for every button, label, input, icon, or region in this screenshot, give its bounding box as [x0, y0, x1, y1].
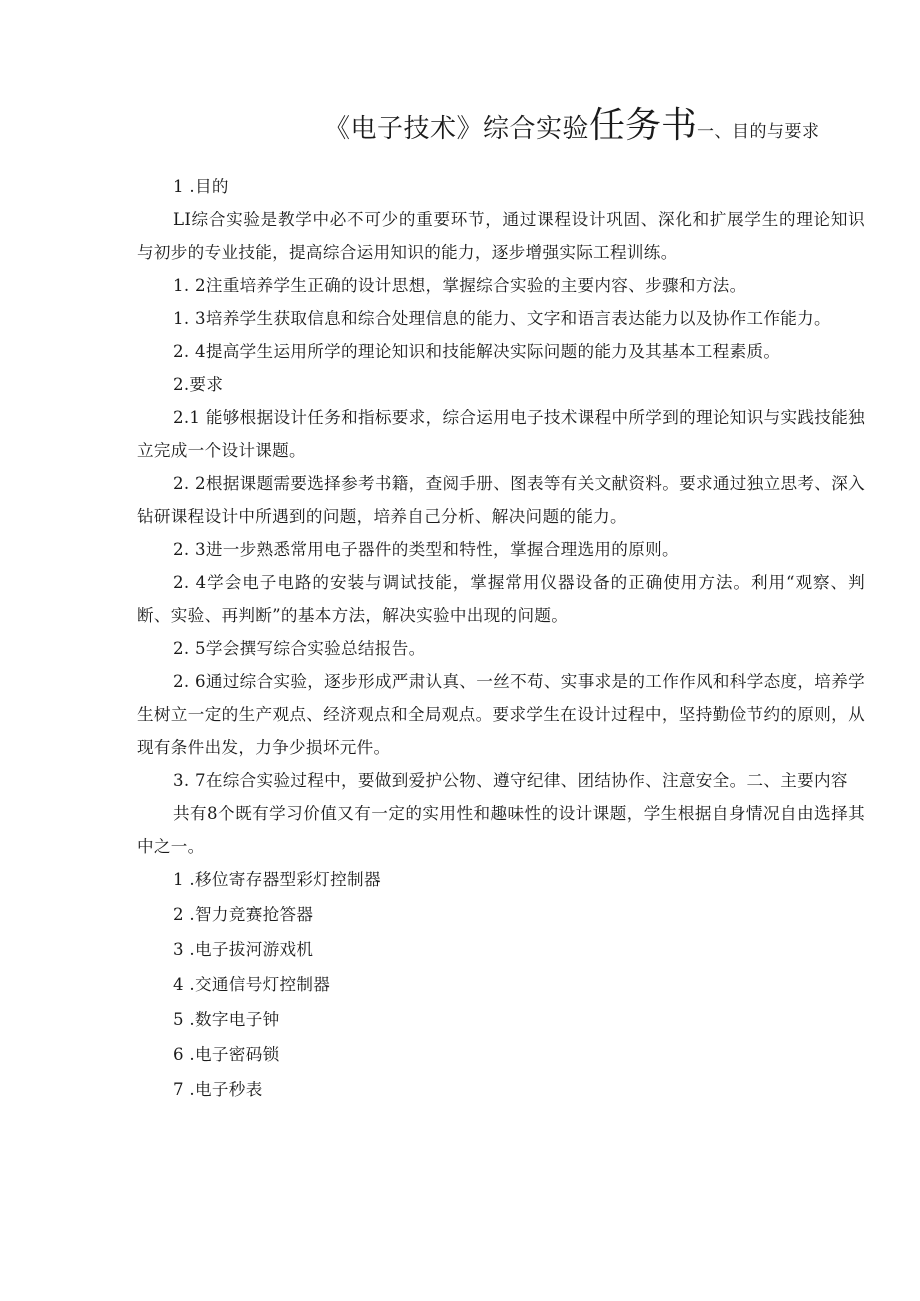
topic-item: 3 .电子拔河游戏机 [173, 940, 314, 959]
topic-item: 5 .数字电子钟 [173, 1010, 280, 1029]
paragraph-1-4: 2. 4提高学生运用所学的理论知识和技能解决实际问题的能力及其基本工程素质。 [173, 342, 781, 361]
title-main: 《电子技术》综合实验 [324, 114, 590, 144]
paragraph-1-3: 1. 3培养学生获取信息和综合处理信息的能力、文字和语言表达能力以及协作工作能力。 [173, 309, 831, 328]
topic-item: 7 .电子秒表 [173, 1080, 263, 1099]
paragraph-2-7: 3. 7在综合实验过程中，要做到爱护公物、遵守纪律、团结协作、注意安全。二、主要内容 [173, 771, 848, 790]
paragraph-2-2: 2. 2根据课题需要选择参考书籍，查阅手册、图表等有关文献资料。要求通过独立思考、深入钻研课程设计中所遇到的问题，培养自己分析、解决问题的能力。 [137, 474, 865, 526]
document-body [137, 170, 865, 1108]
paragraph-1-2: 1. 2注重培养学生正确的设计思想，掌握综合实验的主要内容、步骤和方法。 [173, 276, 747, 295]
heading-purpose: 1 .目的 [173, 177, 229, 196]
paragraph-2-3: 2. 3进一步熟悉常用电子器件的类型和特性，掌握合理选用的原则。 [173, 540, 679, 559]
paragraph-2-4: 2. 4学会电子电路的安装与调试技能，掌握常用仪器设备的正确使用方法。利用“观察、判断、实验、再判断”的基本方法，解决实验中出现的问题。 [137, 573, 865, 625]
paragraph-2-6: 2. 6通过综合实验，逐步形成严肃认真、一丝不苟、实事求是的工作作风和科学态度，培养学生树立一定的生产观点、经济观点和全局观点。要求学生在设计过程中，坚持勤俭节约的原则，从现有条件出发，力争少损坏元件。 [137, 672, 865, 757]
topic-item: 4 .交通信号灯控制器 [173, 975, 331, 994]
topic-item: 6 .电子密码锁 [173, 1045, 280, 1064]
title-emphasis: 任务书 [589, 105, 698, 146]
paragraph-2-5: 2. 5学会撰写综合实验总结报告。 [173, 639, 426, 658]
topic-item: 1 .移位寄存器型彩灯控制器 [173, 870, 381, 889]
heading-requirements: 2.要求 [173, 375, 224, 394]
topic-item: 2 .智力竞赛抢答器 [173, 905, 314, 924]
paragraph-content-intro: 共有8个既有学习价值又有一定的实用性和趣味性的设计课题，学生根据自身情况自由选择其中之一。 [137, 804, 865, 856]
document-title [324, 105, 820, 146]
section-heading-1: 一、目的与要求 [697, 122, 820, 142]
paragraph-1-1: LI综合实验是教学中必不可少的重要环节，通过课程设计巩固、深化和扩展学生的理论知识与初步的专业技能，提高综合运用知识的能力，逐步增强实际工程训练。 [137, 210, 865, 262]
paragraph-2-1: 2.1 能够根据设计任务和指标要求，综合运用电子技术课程中所学到的理论知识与实践技能独立完成一个设计课题。 [137, 408, 865, 460]
